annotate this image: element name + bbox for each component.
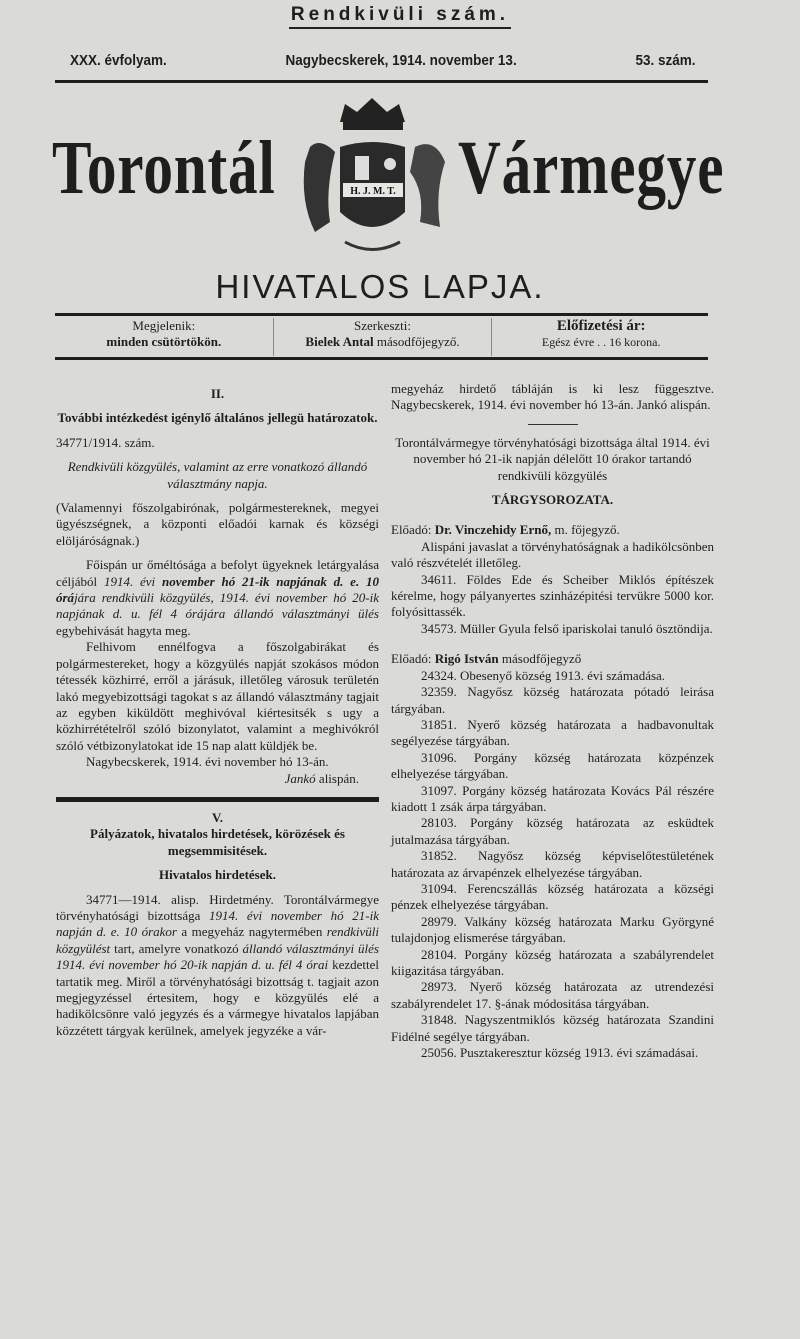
paragraph [391,435,714,484]
paragraph [391,1045,714,1061]
text-run: Torontálvármegye törvényhatósági bizottsága által 1914. évi november hó 21-ik napján délelőtt 10 órakor tartandó rendkivüli közgyülés [395,434,710,483]
text-run: V. [212,809,223,825]
info-published [55,318,273,356]
text-run: 34611. Földes Ede és Scheiber Miklós építészek kérelme, hogy pályanyertes szinházépitési tervükre 5000 kor. folyósittassék. [391,571,714,620]
paragraph [391,572,714,621]
text-run: 28104. Porgány község határozata a szabályrendelet kiigazitása tárgyában. [391,946,714,978]
paragraph [391,539,714,572]
paragraph [391,621,714,637]
section-heading [391,492,714,508]
paragraph [391,381,714,414]
text-run: m. főjegyző. [551,522,620,538]
paragraph [56,557,379,639]
text-run: Felhivom ennélfogva a főszolgabirákat és polgármestereket, hogy a közgyülés napját szokásos módon tétessék közhirré, erről a járásuk, illetőleg városuk területén lakó megyebizottsági tagokat s az állandó választmány tagjait az egyben kiküldött meghivóval kiértesitsék s ugy a közhirrétételről szóló bizonylatot, valamint a meghivókról szóló vétbizonylatokat ide 15 nap alatt küldjék be. [56,639,379,753]
text-run: másodfőjegyző [498,651,582,667]
paragraph [391,881,714,914]
text-run: egybehivását hagyta meg. [56,622,191,638]
paragraph [56,771,379,787]
text-run: 31851. Nyerő község határozata a hadbavonultak segélyezése tárgyában. [391,716,714,749]
paragraph [391,979,714,1012]
paragraph [391,717,714,750]
section-heading [56,410,379,426]
paragraph [391,815,714,848]
volume: XXX. évfolyam. [70,52,167,69]
text-run: Pályázatok, hivatalos hirdetések, körözések és megsemmisitések. [90,826,345,858]
section-divider [56,797,379,802]
place-date: Nagybecskerek, 1914. november 13. [285,52,517,69]
info-rule-top [55,313,708,316]
paragraph [391,668,714,684]
editor-label: Szerkeszti: [353,318,412,333]
section-heading [56,867,379,883]
special-issue-text: Rendkivüli szám. [289,4,511,29]
svg-text:H. J. M. T.: H. J. M. T. [350,186,396,197]
text-run: 31848. Nagyszentmiklós község határozata Szandini Fidélné segélye tárgyában. [391,1012,714,1044]
text-run: Dr. Vinczehidy Ernő, [434,522,552,538]
left-column [56,378,379,1039]
text-run: kezdettel tartatik meg. Miről a törvényhatósági bizottság t. tagjait azon megjegyzéssel értesitem, hogy e közgyülés elé a hadikölcsönre való jegyzés és a vármegye hivatalos lapjában közzétett tárgyak kerülnek, amelyek jegyzéke a vár- [56,957,379,1038]
text-run: Rigó István [434,651,499,667]
issue-number: 53. szám. [635,52,696,69]
info-editor [273,318,492,356]
text-run: alispán. [315,770,359,786]
text-run: 34771—1914. alisp. Hirdetmény. Torontálvármegye törvényhatósági bizottsága [56,891,379,923]
text-run: jára rendkivüli közgyülés, 1914. évi november hó 20-ik napjának d. u. fél 4 órájára állandó választmányi ülés [56,590,379,622]
text-run: (Valamennyi főszolgabirónak, polgármestereknek, megyei ügyészségnek, a központi előadói karnak és községi elöljáróságnak.) [56,500,379,548]
issue-line [70,52,696,69]
text-run: Főispán ur őméltósága a befolyt ügyeknek letárgyalása céljából [56,557,379,589]
editor-name: Bielek Antal [305,334,374,349]
paragraph [391,684,714,717]
text-run: 34771/1914. szám. [56,434,155,450]
paragraph [391,750,714,783]
section-heading [56,826,379,859]
published-label: Megjelenik: [132,318,196,333]
text-run: a megyeház nagytermében [176,924,327,940]
text-run: További intézkedést igénylő általános jellegü határozatok. [57,410,378,426]
paragraph [56,500,379,549]
info-price [491,318,710,356]
paragraph [56,892,379,1040]
paragraph [391,783,714,816]
text-run: rendkivüli közgyülést [56,924,379,956]
text-run: 31097. Porgány község határozata Kovács Pál részére kiadott 1 zsák árpa tárgyában. [391,782,714,814]
text-run: Előadó: [391,522,435,538]
published-value: minden csütörtökön. [106,334,222,349]
price-label: Előfizetési ár: [556,318,646,334]
right-column [391,381,714,1061]
coat-of-arms-icon [285,92,460,262]
paragraph [391,1012,714,1045]
text-run: 1914. évi november hó 21-ik napján d. e. 10 órakor [56,907,379,940]
text-run: Előadó: [391,651,435,667]
masthead-title-right: Vármegye [458,126,725,210]
paragraph [391,914,714,947]
section-heading [56,810,379,826]
section-divider [528,424,578,425]
paragraph [391,848,714,881]
text-run: 31094. Ferencszállás község határozata a községi pénzek elhelyezése tárgyában. [391,880,714,913]
paragraph [391,651,714,667]
paragraph [56,639,379,754]
special-issue-label [0,4,800,26]
text-run: 31852. Nagyősz község képviselőtestületének határozata az árvapénzek elhelyezése tárgyában. [391,848,714,880]
text-run: 28979. Valkány község határozata Marku Györgyné tulajdonjog elismerése tárgyában. [391,913,714,946]
price-value: Egész évre . . 16 korona. [541,335,661,349]
text-run: 28973. Nyerő község határozata az utrendezési szabályrendelet 17. §-ának módositása tárgyában. [391,979,714,1011]
masthead-subtitle: HIVATALOS LAPJA. [215,268,545,305]
text-run: 34573. Müller Gyula felső ipariskolai tanuló ösztöndija. [421,620,713,636]
info-rule-bottom [55,357,708,360]
text-run: II. [210,386,225,401]
text-run: állandó választmányi ülés 1914. évi november hó 20-ik napján d. u. fél 4 órai [56,940,379,973]
paragraph [56,435,379,451]
text-run: 25056. Pusztakeresztur község 1913. évi számadásai. [421,1045,699,1061]
text-run: Hivatalos hirdetések. [159,867,276,883]
text-run: Rendkivüli közgyülés, valamint az erre vonatkozó állandó választmány napja. [67,459,368,491]
editor-title: másodfőjegyző. [376,334,460,349]
text-run: Alispáni javaslat a törvényhatóságnak a hadikölcsönben való részvételét illetőleg. [391,538,714,571]
paragraph [391,947,714,980]
text-run: Jankó [284,770,316,786]
masthead-title-left: Torontál [52,126,276,210]
paragraph [56,459,379,492]
text-run: 28103. Porgány község határozata az esküdtek jutalmazása tárgyában. [391,815,714,847]
paragraph [391,522,714,538]
text-run: megyeház hirdető tábláján is ki lesz függesztve. Nagybecskerek, 1914. évi november hó 13-án. Jankó alispán. [391,381,714,413]
text-run: tart, amelyre vonatkozó [110,940,243,956]
header-rule [55,80,708,83]
info-bar [55,318,710,356]
paragraph [56,754,379,770]
text-run: TÁRGYSOROZATA. [491,492,614,508]
text-run: Nagybecskerek, 1914. évi november hó 13-án. [86,754,329,770]
text-run: 31096. Porgány község határozata közpénzek elhelyezése tárgyában. [391,749,714,782]
section-heading [56,386,379,402]
text-run: november hó 21-ik napjának d. e. 10 órá [56,573,379,606]
text-run: 24324. Obesenyő község 1913. évi számadása. [421,667,666,683]
text-run: 1914. évi [103,573,162,589]
text-run: 32359. Nagyősz község határozata pótadó leirása tárgyában. [391,684,714,716]
